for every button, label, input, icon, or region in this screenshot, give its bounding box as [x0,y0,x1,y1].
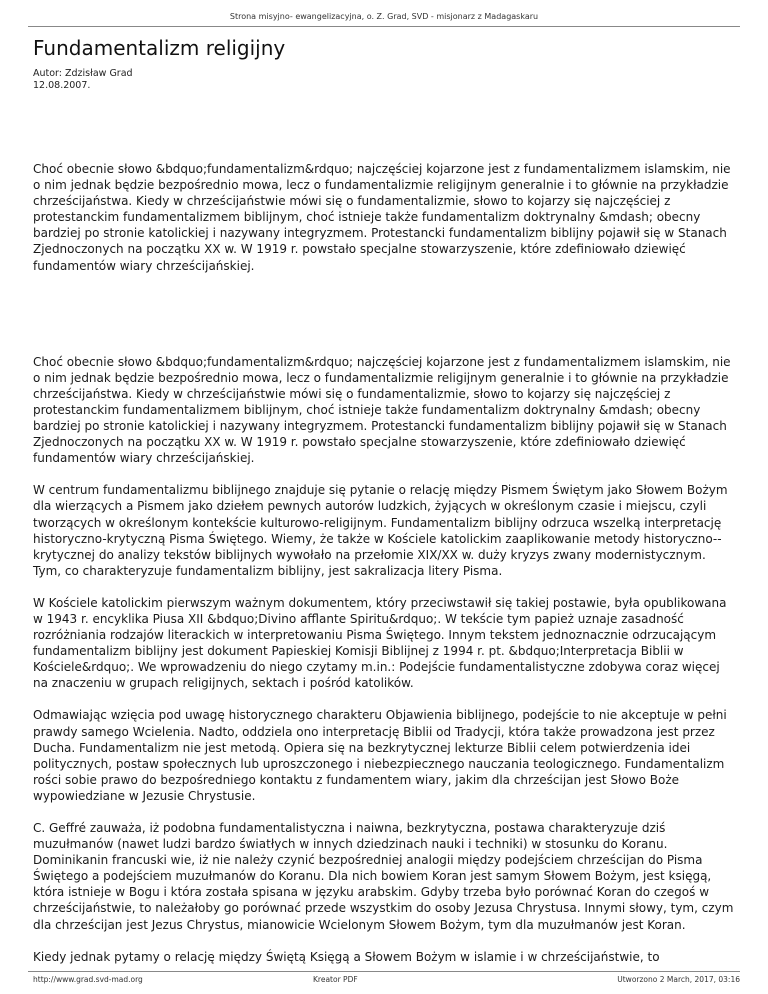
paragraph: W Kościele katolickim pierwszym ważnym dokumentem, który przeciwstawił się takiej postawie, była opublikowana w 1943 r. encyklika Piusa XII &bdquo;Divino afflante Spiritu&rdquo;. W tekście tym papież uznaje zasadność rozróżniania rodzajów literackich w interpretowaniu Pisma Świętego. Innym tekstem jednoznacznie odrzucającym fundamentalizm biblijny jest dokument Papieskiej Komisji Biblijnej z 1994 r. pt. &bdquo;Interpretacja Biblii w Kościele&rdquo;. We wprowadzeniu do niego czytamy m.in.: Podejście fundamentalistyczne zdobywa coraz więcej na znaczeniu w grupach religijnych, sektach i pośród katolików. [33,595,727,691]
footer-url: http://www.grad.svd-mad.org [33,975,143,984]
paragraph: Choć obecnie słowo &bdquo;fundamentalizm&rdquo; najczęściej kojarzone jest z fundamentalizmem islamskim, nie o nim jednak będzie bezpośrednio mowa, lecz o fundamentalizmie religijnym generalnie i to głównie na przykładzie chrześcijaństwa. Kiedy w chrześcijaństwie mówi się o fundamentalizmie, słowo to kojarzy się najczęściej z protestanckim fundamentalizmem biblijnym, choć istnieje także fundamentalizm doktrynalny &mdash; obecny bardziej po stronie katolickiej i nazywany integryzmem. Protestancki fundamentalizm biblijny pojawił się w Stanach Zjednoczonych na początku XX w. W 1919 r. powstało specjalne stowarzyszenie, które zdefiniowało dziewięć fundamentów wiary chrześcijańskiej. [33,162,731,273]
page-header: Strona misyjno- ewangelizacyjna, o. Z. Grad, SVD - misjonarz z Madagaskaru [229,12,539,21]
header-divider [28,26,740,27]
paragraph: Kiedy jednak pytamy o relację między Świętą Księgą a Słowem Bożym w islamie i w chrześcijaństwie, to [33,949,660,964]
article-meta [33,68,133,92]
footer-created: Utworzono 2 March, 2017, 03:16 [617,975,740,984]
footer-divider [28,971,740,972]
article-body [33,161,737,981]
paragraph: W centrum fundamentalizmu biblijnego znajduje się pytanie o relację między Pismem Świętym jako Słowem Bożym dla wierzących a Pismem jako dziełem pewnych autorów ludzkich, żyjących w określonym czasie i miejscu, czyli tworzących w określonym kontekście kulturowo-religijnym. Fundamentalizm biblijny odrzuca wszelką interpretację historyczno-krytyczną Pisma Świętego. Wiemy, że także w Kościele katolickim zaaplikowanie metody historyczno--krytycznej do analizy tekstów biblijnych wywołało na przełomie XIX/XX w. duży kryzys zwany modernistycznym. Tym, co charakteryzuje fundamentalizm biblijny, jest sakralizacja litery Pisma. [33,483,728,578]
article-title: Fundamentalizm religijny [33,36,286,60]
paragraph: C. Geffré zauważa, iż podobna fundamentalistyczna i naiwna, bezkrytyczna, postawa charakteryzuje dziś muzułmanów (nawet ludzi bardzo światłych w innych dziedzinach nauki i techniki) w stosunku do Koranu. Dominikanin francuski wie, iż nie należy czynić bezpośredniej analogii między podejściem chrześcijan do Pisma Świętego a podejściem muzułmanów do Koranu. Dla nich bowiem Koran jest samym Słowem Bożym, jest księgą, która istnieje w Bogu i która została spisana w języku arabskim. Gdyby trzeba było porównać Koran do czegoś w chrześcijaństwie, to należałoby go porównać przede wszystkim do osoby Jezusa Chrystusa. Innymi słowy, tym, czym dla chrześcijan jest Jezus Chrystus, mianowicie Wcielonym Słowem Bożym, tym dla muzułmanów jest Koran. [33,821,734,932]
date-line: 12.08.2007. [33,80,91,91]
paragraph: Odmawiając wzięcia pod uwagę historycznego charakteru Objawienia biblijnego, podejście to nie akceptuje w pełni prawdy samego Wcielenia. Nadto, oddziela ono interpretację Biblii od Tradycji, która także prowadzona jest przez Ducha. Fundamentalizm nie jest metodą. Opiera się na bezkrytycznej lekturze Biblii celem potwierdzenia idei politycznych, postaw społecznych lub uproszczonego i niebezpiecznego nauczania teologicznego. Fundamentalizm rości sobie prawo do bezpośredniego kontaktu z fundamentem wiary, jakim dla chrześcijan jest Słowo Boże wypowiedziane w Jezusie Chrystusie. [33,708,727,803]
paragraph: Choć obecnie słowo &bdquo;fundamentalizm&rdquo; najczęściej kojarzone jest z fundamentalizmem islamskim, nie o nim jednak będzie bezpośrednio mowa, lecz o fundamentalizmie religijnym generalnie i to głównie na przykładzie chrześcijaństwa. Kiedy w chrześcijaństwie mówi się o fundamentalizmie, słowo to kojarzy się najczęściej z protestanckim fundamentalizmem biblijnym, choć istnieje także fundamentalizm doktrynalny &mdash; obecny bardziej po stronie katolickiej i nazywany integryzmem. Protestancki fundamentalizm biblijny pojawił się w Stanach Zjednoczonych na początku XX w. W 1919 r. powstało specjalne stowarzyszenie, które zdefiniowało dziewięć fundamentów wiary chrześcijańskiej. [33,354,731,466]
footer-generator: Kreator PDF [313,975,358,984]
author-line: Autor: Zdzisław Grad [33,68,133,79]
